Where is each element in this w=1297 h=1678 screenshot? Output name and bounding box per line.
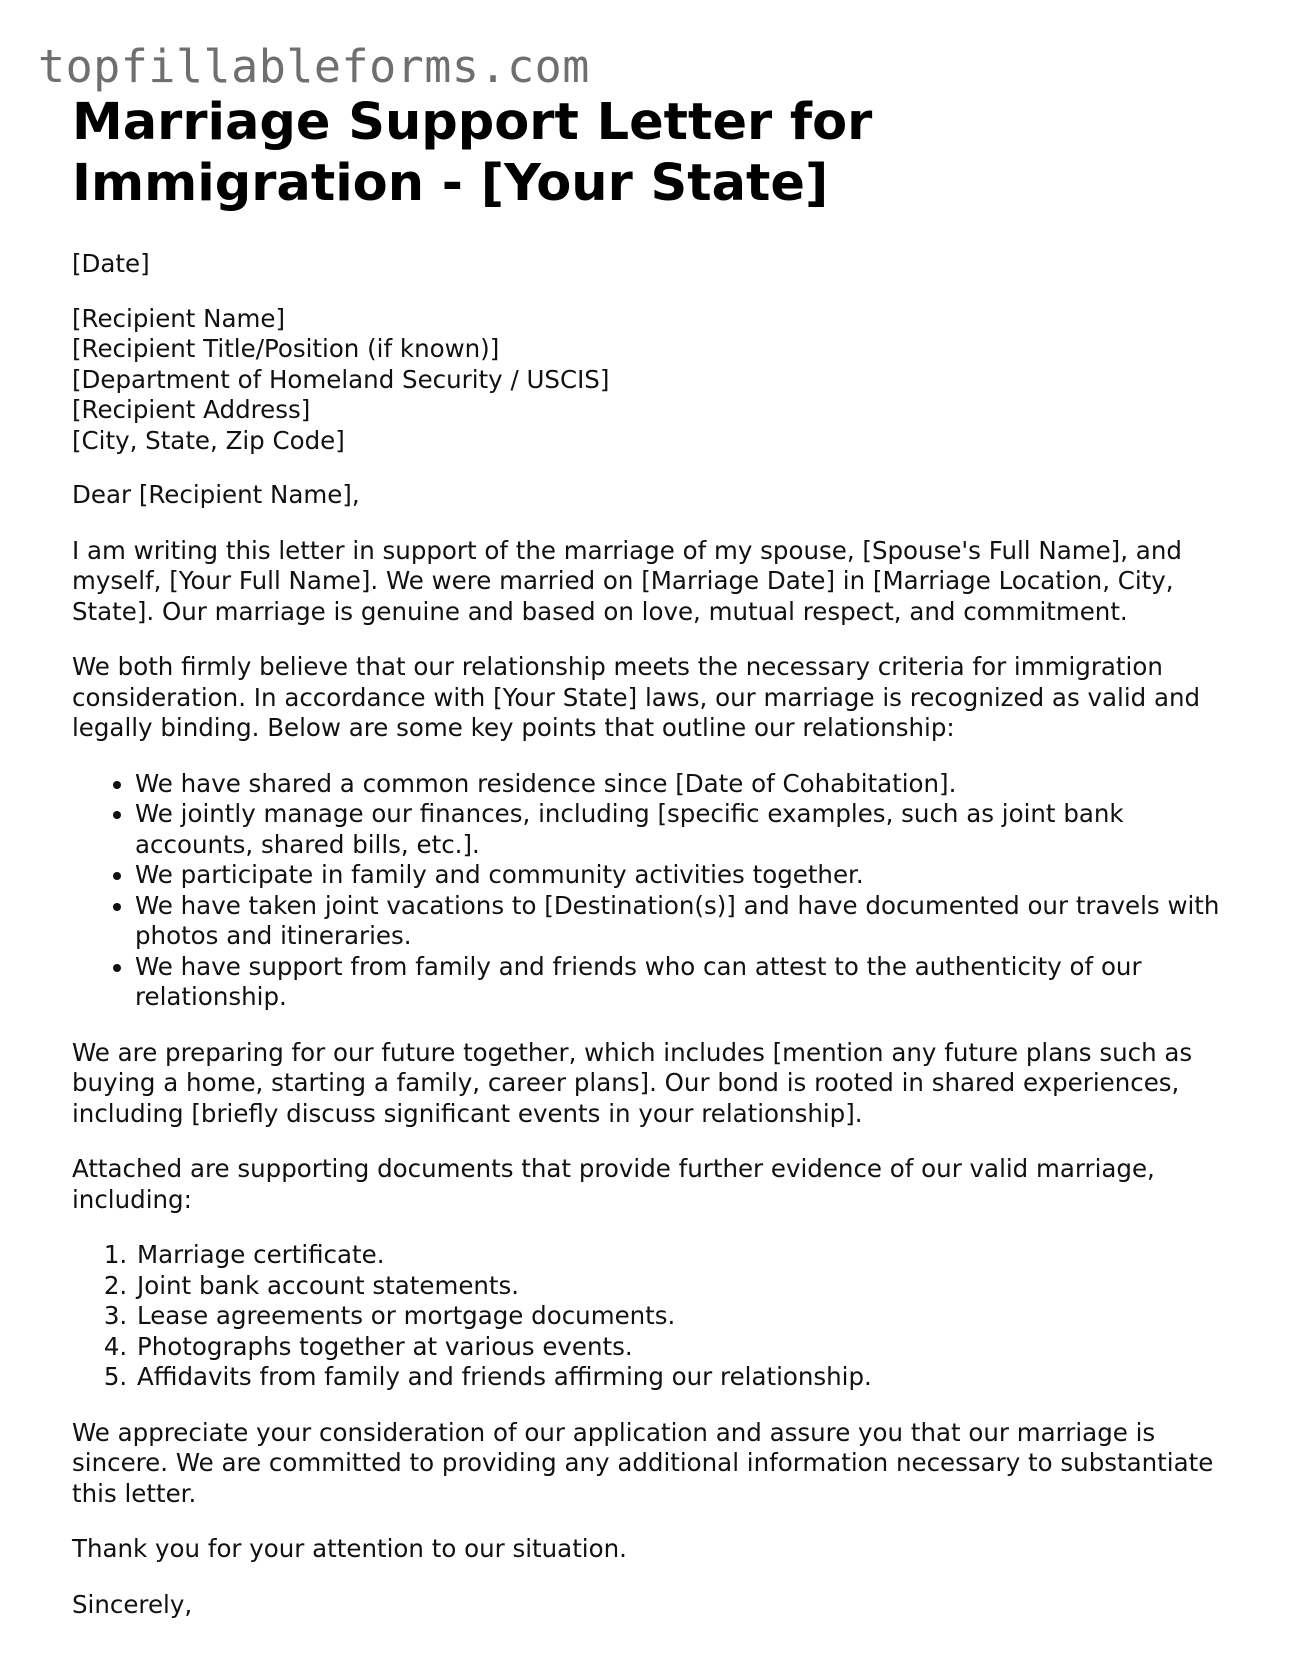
letter-document bbox=[72, 92, 1242, 1620]
page-title: Marriage Support Letter for Immigration - [Your State] bbox=[72, 93, 873, 213]
appreciation-paragraph: We appreciate your consideration of our application and assure you that our marriage is sincere. We are committed to providing any additional information necessary to substantiate this letter. bbox=[72, 1417, 1214, 1508]
list-item: 3. Lease agreements or mortgage documents. bbox=[135, 1301, 1242, 1332]
list-item: • We participate in family and community activities together. bbox=[135, 860, 1242, 891]
thanks-paragraph: Thank you for your attention to our situation. bbox=[72, 1534, 627, 1563]
closing: Sincerely, bbox=[72, 1589, 193, 1619]
intro-paragraph: I am writing this letter in support of the marriage of my spouse, [Spouse's Full Name], and myself, [Your Full Name]. We were married on [Marriage Date] in [Marriage Location, City, State]. Our marriage is genuine and based on love, mutual respect, and commitment. bbox=[72, 535, 1182, 626]
letter-body bbox=[72, 249, 1242, 1620]
recipient-department: [Department of Homeland Security / USCIS] bbox=[72, 364, 610, 394]
list-item: 1. Marriage certificate. bbox=[135, 1240, 1242, 1271]
recipient-title: [Recipient Title/Position (if known)] bbox=[72, 334, 500, 363]
list-item: • We have support from family and friends who can attest to the authenticity of our relationship. bbox=[135, 952, 1242, 1013]
documents-list bbox=[72, 1240, 1242, 1393]
list-item: 2. Joint bank account statements. bbox=[135, 1271, 1242, 1302]
recipient-block bbox=[72, 304, 1242, 457]
salutation: Dear [Recipient Name], bbox=[72, 480, 360, 509]
recipient-name: [Recipient Name] bbox=[72, 303, 286, 333]
key-points-list bbox=[72, 769, 1242, 1013]
criteria-paragraph: We both firmly believe that our relationship meets the necessary criteria for immigration consideration. In accordance with [Your State] laws, our marriage is recognized as valid and legally binding. Below are some key points that outline our relationship: bbox=[72, 652, 1201, 742]
recipient-address: [Recipient Address] bbox=[72, 395, 311, 424]
list-item: • We have shared a common residence since [Date of Cohabitation]. bbox=[135, 769, 1242, 800]
list-item: 5. Affidavits from family and friends affirming our relationship. bbox=[135, 1362, 1242, 1393]
list-item: 4. Photographs together at various events. bbox=[135, 1332, 1242, 1363]
attached-paragraph: Attached are supporting documents that provide further evidence of our valid marriage, including: bbox=[72, 1154, 1155, 1214]
list-item: • We have taken joint vacations to [Destination(s)] and have documented our travels with photos and itineraries. bbox=[135, 891, 1242, 952]
recipient-city-state-zip: [City, State, Zip Code] bbox=[72, 425, 345, 455]
site-watermark: topfillableforms.com bbox=[38, 40, 590, 93]
future-paragraph: We are preparing for our future together, which includes [mention any future plans such as buying a home, starting a family, career plans]. Our bond is rooted in shared experiences, including [briefly discuss significant events in your relationship]. bbox=[72, 1037, 1193, 1128]
list-item: • We jointly manage our finances, including [specific examples, such as joint bank accounts, shared bills, etc.]. bbox=[135, 799, 1242, 860]
letter-date: [Date] bbox=[72, 249, 150, 278]
